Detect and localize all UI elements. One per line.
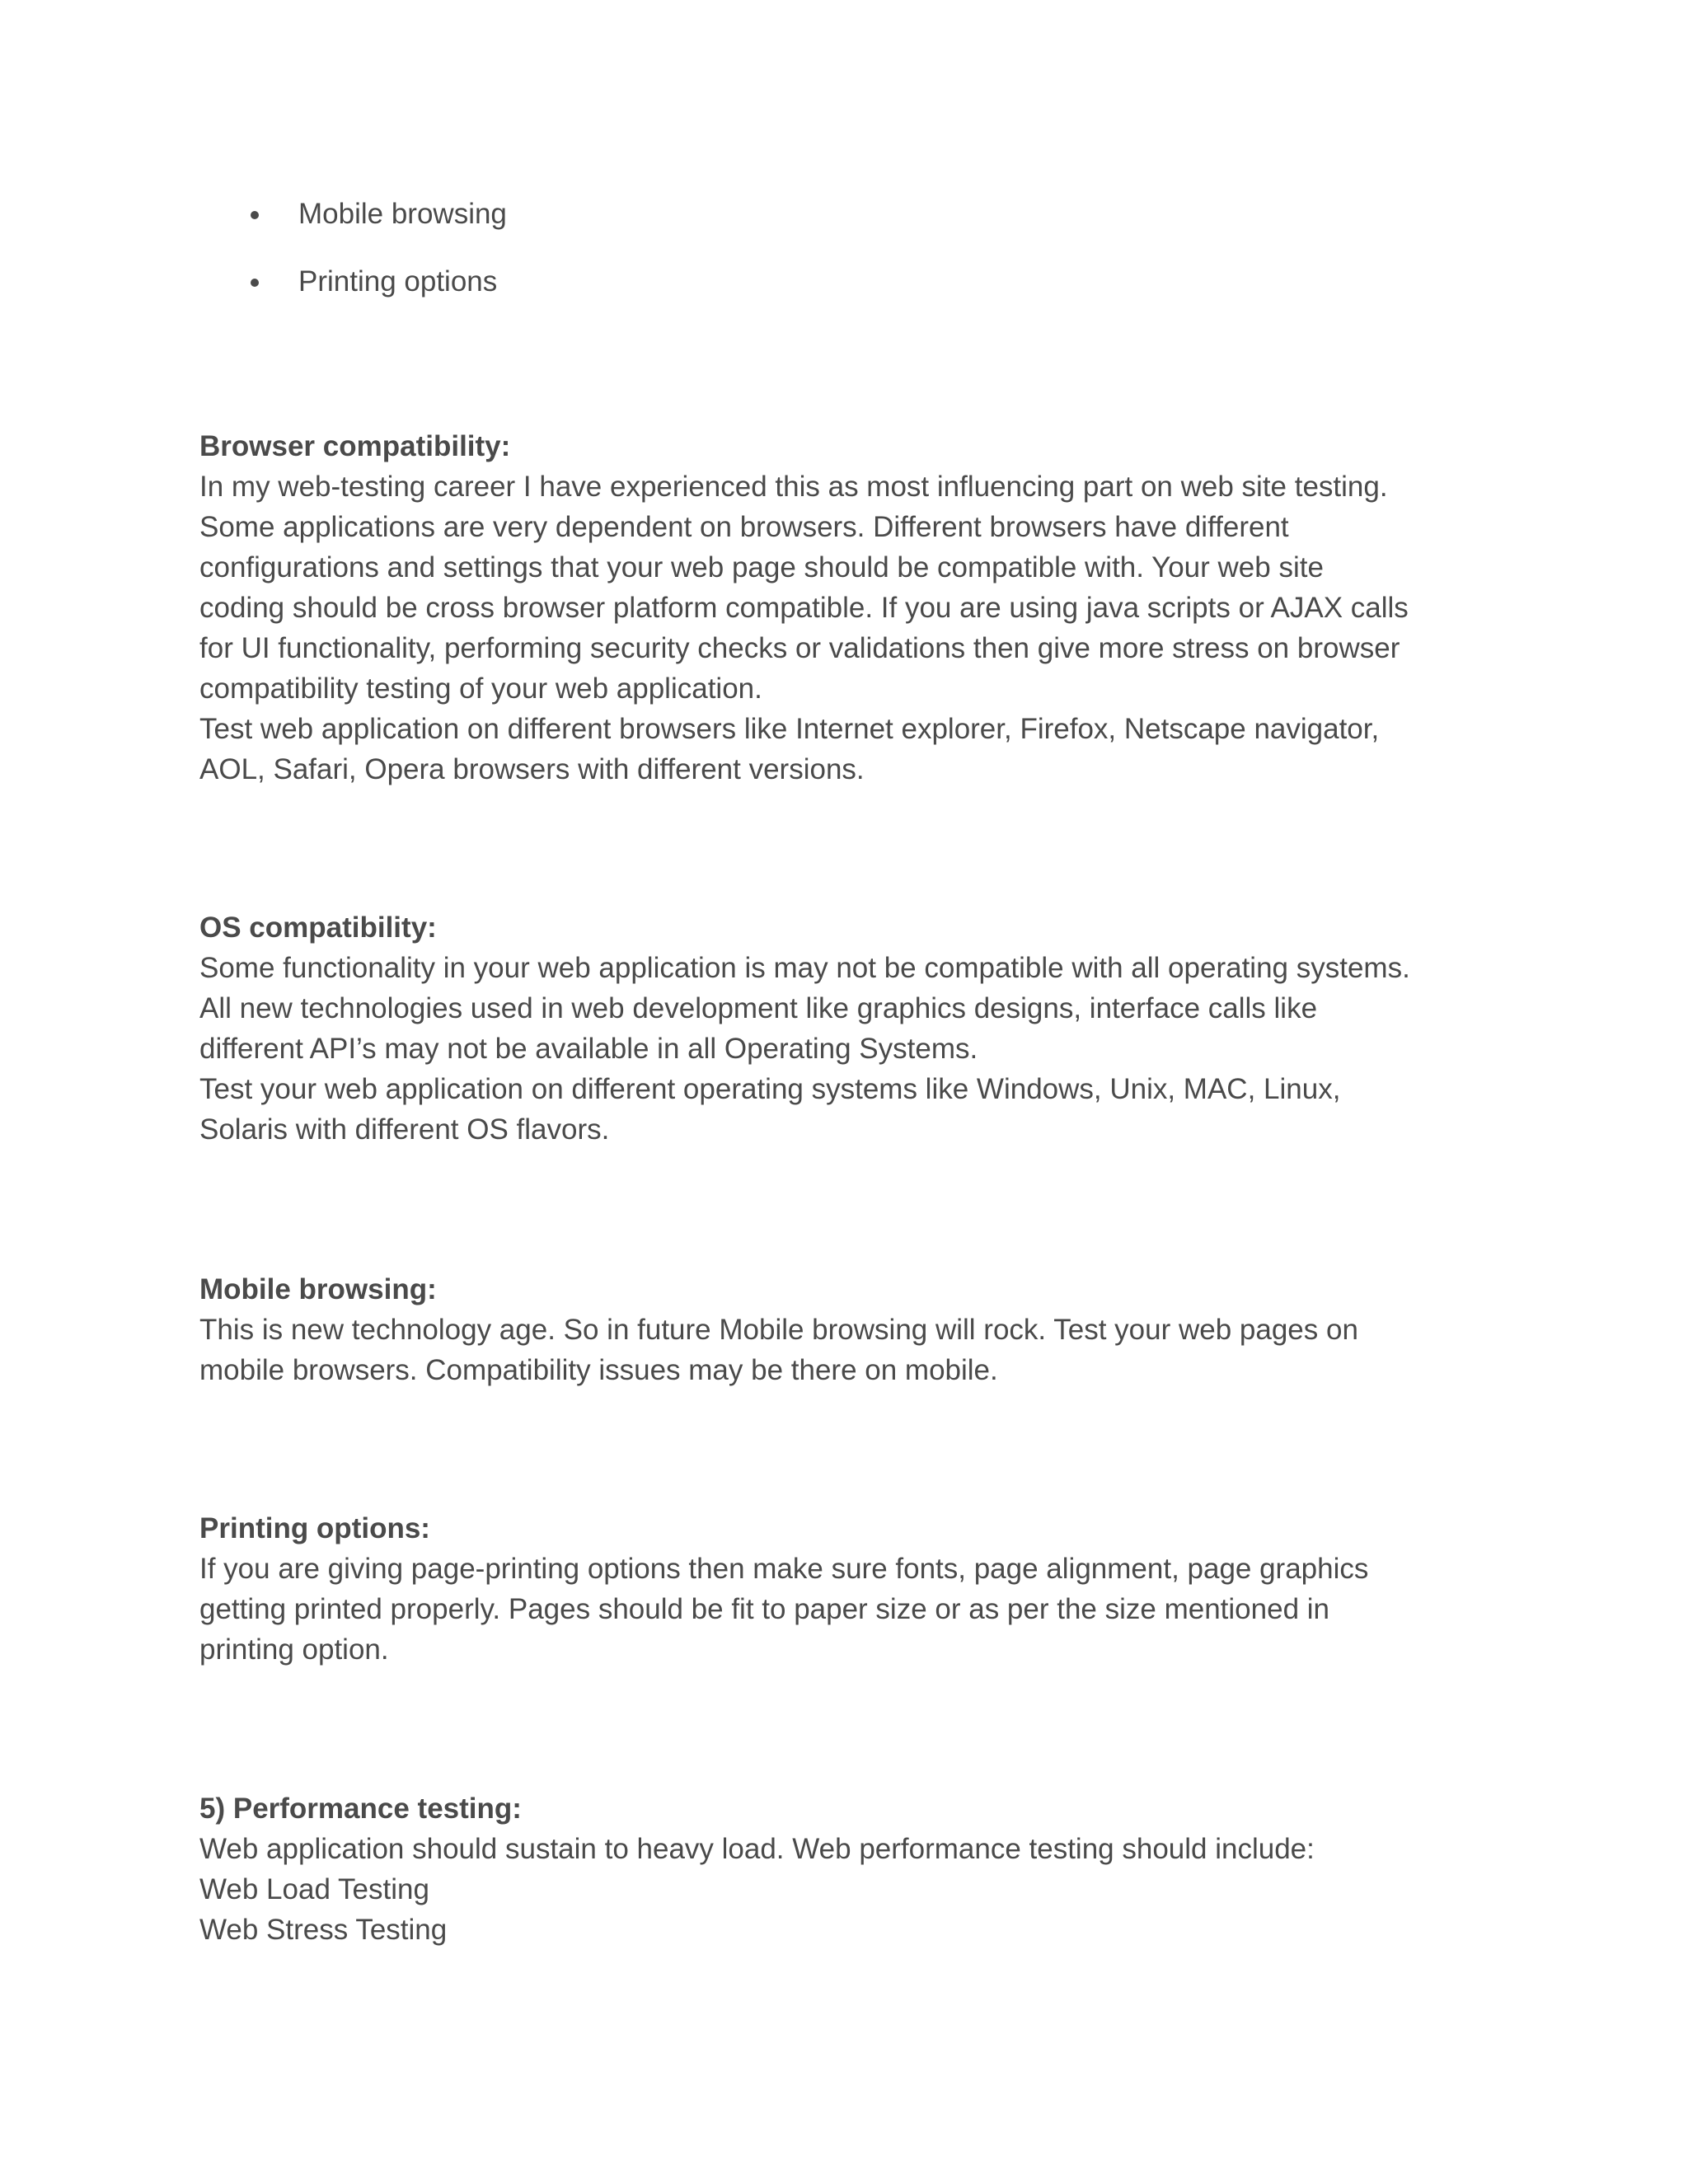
paragraph-line: Web Stress Testing [199, 1914, 448, 1946]
section-heading: Browser compatibility: [199, 430, 511, 462]
paragraph-line: In my web-testing career I have experienced this as most influencing part on web site testing. [199, 471, 1388, 503]
section-browser-compatibility [199, 426, 1535, 790]
section-printing-options [199, 1508, 1535, 1670]
section-mobile-browsing [199, 1269, 1535, 1390]
section-heading: OS compatibility: [199, 912, 437, 944]
section-os-compatibility [199, 907, 1535, 1150]
section-performance-testing [199, 1788, 1535, 1950]
bullet-icon [251, 279, 259, 287]
paragraph-line: compatibility testing of your web application. [199, 673, 762, 705]
paragraph-line: different API’s may not be available in all Operating Systems. [199, 1033, 978, 1065]
paragraph-line: printing option. [199, 1633, 389, 1666]
paragraph-line: mobile browsers. Compatibility issues may be there on mobile. [199, 1354, 998, 1386]
paragraph-line: Solaris with different OS flavors. [199, 1113, 610, 1146]
section-heading: 5) Performance testing: [199, 1793, 522, 1825]
paragraph-line: coding should be cross browser platform compatible. If you are using java scripts or AJAX calls [199, 592, 1409, 624]
paragraph-line: Some functionality in your web application is may not be compatible with all operating systems. [199, 952, 1410, 984]
bullet-item [244, 198, 507, 231]
paragraph-line: Web Load Testing [199, 1873, 429, 1905]
bullet-list [244, 198, 507, 333]
bullet-icon [251, 211, 259, 219]
paragraph-line: getting printed properly. Pages should be fit to paper size or as per the size mentioned in [199, 1593, 1329, 1625]
paragraph-line: Test your web application on different operating systems like Windows, Unix, MAC, Linux, [199, 1073, 1341, 1105]
paragraph-line: configurations and settings that your web page should be compatible with. Your web site [199, 551, 1324, 583]
paragraph-line: Web application should sustain to heavy load. Web performance testing should include: [199, 1833, 1315, 1865]
bullet-item-label: Printing options [298, 265, 498, 298]
paragraph-line: for UI functionality, performing security checks or validations then give more stress on browser [199, 632, 1400, 664]
section-heading: Mobile browsing: [199, 1273, 437, 1305]
paragraph-line: Some applications are very dependent on browsers. Different browsers have different [199, 511, 1289, 543]
paragraph-line: If you are giving page-printing options then make sure fonts, page alignment, page graphics [199, 1553, 1369, 1585]
paragraph-line: This is new technology age. So in future Mobile browsing will rock. Test your web pages on [199, 1314, 1358, 1346]
paragraph-line: AOL, Safari, Opera browsers with different versions. [199, 753, 865, 785]
paragraph-line: All new technologies used in web development like graphics designs, interface calls like [199, 992, 1318, 1024]
paragraph-line: Test web application on different browsers like Internet explorer, Firefox, Netscape navigator, [199, 713, 1380, 745]
bullet-item-label: Mobile browsing [298, 198, 507, 230]
bullet-item [244, 265, 507, 298]
section-heading: Printing options: [199, 1512, 430, 1544]
